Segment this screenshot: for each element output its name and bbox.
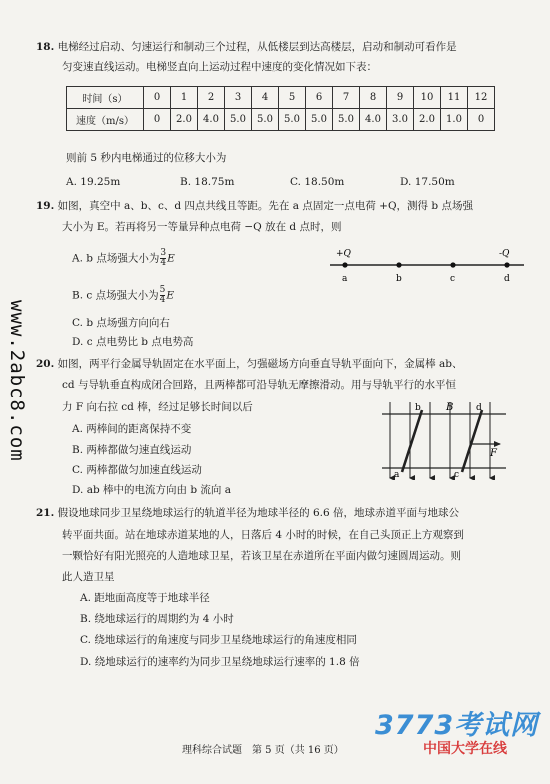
table-cell: 2.0 — [171, 109, 198, 131]
label-force: F — [490, 448, 497, 459]
q19-option-b — [72, 286, 174, 305]
q19-line1 — [36, 199, 473, 213]
table-cell: 0 — [144, 87, 171, 109]
q18-number: 18. — [36, 41, 55, 53]
label-a: a — [342, 274, 348, 284]
table-cell: 3 — [225, 87, 252, 109]
fraction-numerator: 3 — [160, 248, 167, 258]
fraction-denominator: 4 — [159, 295, 166, 305]
table-cell: 0 — [468, 109, 495, 131]
q20-line1 — [36, 357, 462, 371]
q21-line2: 转平面共面。站在地球赤道某地的人，日落后 4 小时的时候，在自己头顶正上方观察到 — [62, 529, 464, 541]
point-c — [450, 262, 455, 267]
q20-line3: 力 F 向右拉 cd 棒，经过足够长时间以后 — [62, 401, 253, 413]
q21-line1 — [36, 506, 459, 520]
table-cell: 1.0 — [441, 109, 468, 131]
rail-diagram — [382, 398, 508, 480]
label-b: b — [396, 274, 402, 284]
q18-option-d: D. 17.50m — [400, 176, 455, 188]
q21-option-a: A. 距地面高度等于地球半径 — [80, 592, 210, 604]
speed-table — [66, 86, 495, 131]
q18-line1 — [36, 40, 457, 54]
q21-option-b: B. 绕地球运行的周期约为 4 小时 — [80, 613, 234, 625]
label-a: a — [394, 470, 400, 480]
label-d: d — [476, 403, 482, 413]
table-cell: 4 — [252, 87, 279, 109]
q20-option-b: B. 两棒都做匀速直线运动 — [72, 444, 192, 456]
label-b: b — [415, 403, 421, 413]
q18-question: 则前 5 秒内电梯通过的位移大小为 — [66, 152, 227, 164]
watermark-logo-top: 3773考试网 — [375, 710, 539, 741]
q19-text1: 如图，真空中 a、b、c、d 四点共线且等距。先在 a 点固定一点电荷 +Q，测得 b 点场强 — [57, 200, 473, 212]
q19-line2: 大小为 E。若再将另一等量异种点电荷 −Q 放在 d 点时，则 — [62, 221, 342, 233]
q19-option-a — [72, 249, 175, 268]
table-cell: 7 — [333, 87, 360, 109]
q18-option-b: B. 18.75m — [180, 176, 235, 188]
q20-option-a: A. 两棒间的距离保持不变 — [72, 423, 192, 435]
q21-text1: 假设地球同步卫星绕地球运行的轨道半径为地球半径的 6.6 倍，地球赤道平面与地球公 — [57, 507, 459, 519]
table-cell: 8 — [360, 87, 387, 109]
fraction-denominator: 4 — [160, 258, 167, 268]
label-field-b: B — [446, 402, 454, 413]
table-cell: 0 — [144, 109, 171, 131]
table-cell: 5.0 — [225, 109, 252, 131]
table-cell: 5 — [279, 87, 306, 109]
q20-option-d: D. ab 棒中的电流方向由 b 流向 a — [72, 484, 232, 496]
charge-a-label: +Q — [336, 249, 351, 259]
q18-option-a: A. 19.25m — [66, 176, 121, 188]
charge-line-diagram — [328, 244, 528, 286]
side-watermark: www.2abc8.com — [6, 300, 28, 462]
label-d: d — [504, 274, 510, 284]
table-cell: 6 — [306, 87, 333, 109]
fraction — [160, 249, 166, 268]
table-header-time: 时间（s） — [67, 87, 144, 109]
q21-line4: 此人造卫星 — [62, 571, 115, 583]
q19-option-a-text: A. b 点场强大小为 — [72, 252, 160, 265]
watermark-logo-bottom: 中国大学在线 — [423, 741, 507, 757]
q19-option-b-text: B. c 点场强大小为 — [72, 289, 159, 302]
q21-option-d: D. 绕地球运行的速率约为同步卫星绕地球运行速率的 1.8 倍 — [80, 656, 360, 668]
symbol-e: E — [167, 252, 175, 265]
q19-option-d: D. c 点电势比 b 点电势高 — [72, 336, 194, 348]
table-cell: 4.0 — [198, 109, 225, 131]
table-cell: 10 — [414, 87, 441, 109]
label-c: c — [454, 470, 460, 480]
q20-line2: cd 与导轨垂直构成闭合回路，且两棒都可沿导轨无摩擦滑动。用与导轨平行的水平恒 — [62, 379, 456, 391]
q20-option-c: C. 两棒都做匀加速直线运动 — [72, 464, 202, 476]
fraction-numerator: 5 — [159, 285, 166, 295]
rod-cd — [462, 410, 482, 472]
charge-d-label: -Q — [499, 249, 510, 259]
table-cell: 5.0 — [252, 109, 279, 131]
page-footer: 理科综合试题 第 5 页（共 16 页） — [182, 745, 344, 756]
point-b — [396, 262, 401, 267]
table-cell: 1 — [171, 87, 198, 109]
symbol-e: E — [166, 289, 175, 302]
table-cell: 5.0 — [333, 109, 360, 131]
table-cell: 4.0 — [360, 109, 387, 131]
fraction — [160, 286, 166, 305]
rod-ab — [402, 410, 422, 472]
table-row-time — [67, 87, 495, 109]
table-header-speed: 速度（m/s） — [67, 109, 144, 131]
q18-text1: 电梯经过启动、匀速运行和制动三个过程，从低楼层到达高楼层，启动和制动可看作是 — [57, 41, 457, 53]
table-cell: 11 — [441, 87, 468, 109]
point-a — [342, 262, 347, 267]
q18-option-c: C. 18.50m — [290, 176, 345, 188]
table-cell: 3.0 — [387, 109, 414, 131]
q21-line3: 一颗恰好有阳光照亮的人造地球卫星，若该卫星在赤道所在平面内做匀速圆周运动。则 — [62, 550, 461, 562]
q19-number: 19. — [36, 200, 55, 212]
q21-number: 21. — [36, 507, 55, 519]
table-row-speed — [67, 109, 495, 131]
table-cell: 5.0 — [279, 109, 306, 131]
q20-number: 20. — [36, 358, 55, 370]
table-cell: 9 — [387, 87, 414, 109]
point-d — [504, 262, 509, 267]
q20-text1: 如图，两平行金属导轨固定在水平面上，匀强磁场方向垂直导轨平面向下，金属棒 ab、 — [57, 358, 463, 370]
q21-option-c: C. 绕地球运行的角速度与同步卫星绕地球运行的角速度相同 — [80, 634, 357, 646]
table-cell: 5.0 — [306, 109, 333, 131]
q18-line2: 匀变速直线运动。电梯竖直向上运动过程中速度的变化情况如下表： — [62, 61, 377, 73]
table-cell: 12 — [468, 87, 495, 109]
label-c: c — [450, 274, 456, 284]
q19-option-c: C. b 点场强方向向右 — [72, 317, 170, 329]
table-cell: 2.0 — [414, 109, 441, 131]
table-cell: 2 — [198, 87, 225, 109]
